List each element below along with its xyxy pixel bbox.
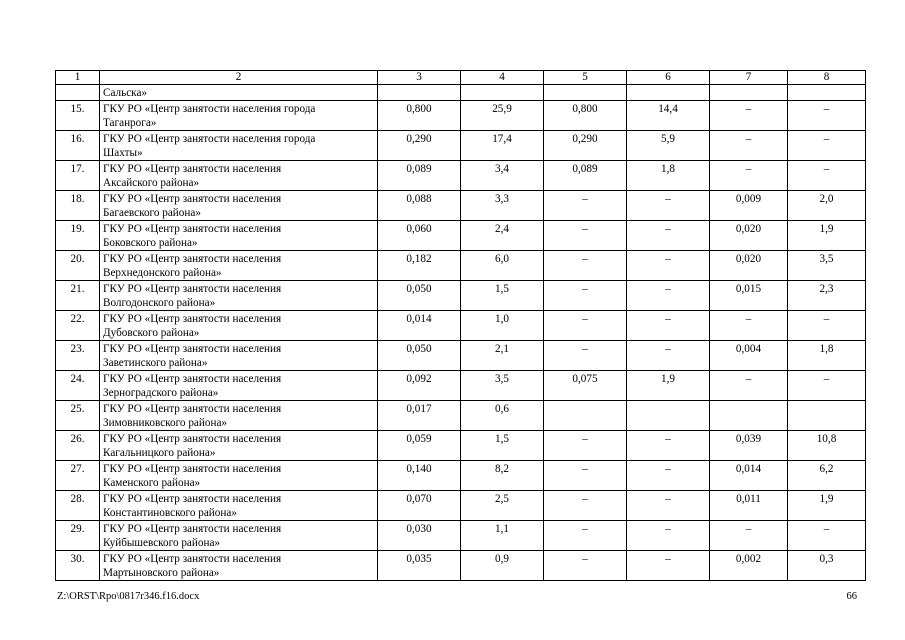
value-cell-c5: – [544, 491, 627, 521]
value-cell-c3: 0,059 [378, 431, 461, 461]
value-cell-c6: – [627, 551, 710, 581]
value-cell-c8: – [788, 131, 866, 161]
row-number: 25. [56, 401, 100, 431]
organization-name [100, 461, 378, 491]
value-cell-c7: 0,015 [710, 281, 788, 311]
organization-name [100, 101, 378, 131]
organization-name [100, 281, 378, 311]
value-cell-c3: 0,140 [378, 461, 461, 491]
value-cell-c8: 2,3 [788, 281, 866, 311]
column-number-header-row [56, 71, 866, 85]
value-cell-c5: – [544, 521, 627, 551]
value-cell-c6: – [627, 521, 710, 551]
row-number: 27. [56, 461, 100, 491]
value-cell-c8: – [788, 101, 866, 131]
value-cell-c6: – [627, 341, 710, 371]
table-row [56, 251, 866, 281]
value-cell-c3: 0,014 [378, 311, 461, 341]
value-cell-c4: 1,5 [461, 431, 544, 461]
table-cell [710, 85, 788, 101]
organization-name [100, 401, 378, 431]
value-cell-c6 [627, 401, 710, 431]
row-number: 20. [56, 251, 100, 281]
organization-name [100, 551, 378, 581]
value-cell-c6: – [627, 311, 710, 341]
value-cell-c8: 6,2 [788, 461, 866, 491]
organization-name [100, 191, 378, 221]
value-cell-c5: – [544, 221, 627, 251]
value-cell-c8: – [788, 311, 866, 341]
value-cell-c7: – [710, 131, 788, 161]
organization-name-line: Шахты» [103, 147, 143, 159]
value-cell-c5: – [544, 431, 627, 461]
organization-name-line: ГКУ РО «Центр занятости населения [103, 193, 282, 205]
column-number-header: 6 [627, 71, 710, 85]
value-cell-c5: – [544, 281, 627, 311]
value-cell-c3: 0,800 [378, 101, 461, 131]
value-cell-c8 [788, 401, 866, 431]
value-cell-c4: 3,4 [461, 161, 544, 191]
value-cell-c7: 0,002 [710, 551, 788, 581]
value-cell-c5: – [544, 551, 627, 581]
value-cell-c6: – [627, 461, 710, 491]
table-row [56, 161, 866, 191]
column-number-header: 8 [788, 71, 866, 85]
row-number: 24. [56, 371, 100, 401]
organization-name-line: ГКУ РО «Центр занятости населения [103, 313, 282, 325]
value-cell-c4: 1,0 [461, 311, 544, 341]
value-cell-c6: – [627, 491, 710, 521]
organization-name-line: ГКУ РО «Центр занятости населения [103, 223, 282, 235]
value-cell-c4: 2,5 [461, 491, 544, 521]
value-cell-c3: 0,089 [378, 161, 461, 191]
organization-name [100, 221, 378, 251]
value-cell-c7: – [710, 311, 788, 341]
organization-name-line: Каменского района» [103, 477, 201, 489]
organization-name-line: ГКУ РО «Центр занятости населения [103, 343, 282, 355]
column-number-header: 4 [461, 71, 544, 85]
organization-name-line: ГКУ РО «Центр занятости населения [103, 163, 282, 175]
organization-name [100, 491, 378, 521]
table-row [56, 221, 866, 251]
value-cell-c5: 0,290 [544, 131, 627, 161]
value-cell-c4: 3,5 [461, 371, 544, 401]
organization-name [100, 431, 378, 461]
data-table [55, 70, 866, 581]
value-cell-c3: 0,088 [378, 191, 461, 221]
organization-name-line: ГКУ РО «Центр занятости населения [103, 553, 282, 565]
value-cell-c5: – [544, 311, 627, 341]
value-cell-c4: 2,1 [461, 341, 544, 371]
organization-name-line: Зерноградского района» [103, 387, 219, 399]
value-cell-c5: – [544, 191, 627, 221]
organization-name-line: Таганрога» [103, 117, 157, 129]
value-cell-c8: – [788, 161, 866, 191]
organization-name [100, 521, 378, 551]
value-cell-c4: 17,4 [461, 131, 544, 161]
value-cell-c3: 0,290 [378, 131, 461, 161]
value-cell-c8: – [788, 521, 866, 551]
organization-name-line: Аксайского района» [103, 177, 200, 189]
row-number: 29. [56, 521, 100, 551]
table-row [56, 341, 866, 371]
value-cell-c5: – [544, 461, 627, 491]
value-cell-c8: 1,9 [788, 221, 866, 251]
value-cell-c6: – [627, 191, 710, 221]
file-path: Z:\ORST\Rpo\0817r346.f16.docx [57, 591, 200, 602]
organization-name-line: ГКУ РО «Центр занятости населения города [103, 133, 316, 145]
value-cell-c6: 1,9 [627, 371, 710, 401]
table-cell [544, 85, 627, 101]
organization-name-line: ГКУ РО «Центр занятости населения [103, 523, 282, 535]
column-number-header: 7 [710, 71, 788, 85]
organization-name-line: Куйбышевского района» [103, 537, 221, 549]
column-number-header: 2 [100, 71, 378, 85]
organization-name-line: ГКУ РО «Центр занятости населения [103, 463, 282, 475]
value-cell-c6: – [627, 281, 710, 311]
value-cell-c5: – [544, 251, 627, 281]
table-cell [378, 85, 461, 101]
organization-name-line: Зимовниковского района» [103, 417, 228, 429]
table-row [56, 191, 866, 221]
value-cell-c6: – [627, 221, 710, 251]
organization-name-line: ГКУ РО «Центр занятости населения города [103, 103, 316, 115]
value-cell-c3: 0,070 [378, 491, 461, 521]
row-number: 18. [56, 191, 100, 221]
value-cell-c3: 0,060 [378, 221, 461, 251]
organization-name-line: ГКУ РО «Центр занятости населения [103, 433, 282, 445]
value-cell-c3: 0,050 [378, 341, 461, 371]
organization-name [100, 341, 378, 371]
page-number: 66 [846, 591, 857, 602]
value-cell-c3: 0,030 [378, 521, 461, 551]
value-cell-c8: 0,3 [788, 551, 866, 581]
row-number: 28. [56, 491, 100, 521]
organization-name-line: Боковского района» [103, 237, 198, 249]
value-cell-c4: 1,5 [461, 281, 544, 311]
row-number: 22. [56, 311, 100, 341]
value-cell-c7: – [710, 161, 788, 191]
value-cell-c8: 1,8 [788, 341, 866, 371]
value-cell-c5: 0,089 [544, 161, 627, 191]
organization-name-line: Багаевского района» [103, 207, 201, 219]
value-cell-c7: 0,039 [710, 431, 788, 461]
value-cell-c8: – [788, 371, 866, 401]
value-cell-c4: 3,3 [461, 191, 544, 221]
value-cell-c6: 14,4 [627, 101, 710, 131]
value-cell-c4: 25,9 [461, 101, 544, 131]
organization-name [100, 131, 378, 161]
value-cell-c7: 0,004 [710, 341, 788, 371]
organization-name-line: Кагальницкого района» [103, 447, 216, 459]
value-cell-c3: 0,050 [378, 281, 461, 311]
column-number-header: 1 [56, 71, 100, 85]
value-cell-c4: 1,1 [461, 521, 544, 551]
row-number: 16. [56, 131, 100, 161]
value-cell-c4: 2,4 [461, 221, 544, 251]
table-row [56, 491, 866, 521]
organization-name-line: ГКУ РО «Центр занятости населения [103, 283, 282, 295]
value-cell-c6: – [627, 251, 710, 281]
organization-name-line: Мартыновского района» [103, 567, 220, 579]
table-row [56, 521, 866, 551]
row-number: 15. [56, 101, 100, 131]
table-cell [788, 85, 866, 101]
table-row [56, 461, 866, 491]
row-number: 26. [56, 431, 100, 461]
value-cell-c7: – [710, 371, 788, 401]
table-row [56, 311, 866, 341]
table-row [56, 431, 866, 461]
value-cell-c8: 3,5 [788, 251, 866, 281]
value-cell-c3: 0,182 [378, 251, 461, 281]
organization-name-line: Волгодонского района» [103, 297, 216, 309]
value-cell-c7: 0,011 [710, 491, 788, 521]
value-cell-c5: – [544, 341, 627, 371]
table-body [56, 71, 866, 581]
continuation-text: Сальска» [100, 85, 378, 101]
column-number-header: 5 [544, 71, 627, 85]
row-number: 17. [56, 161, 100, 191]
value-cell-c6: 1,8 [627, 161, 710, 191]
organization-name-line: ГКУ РО «Центр занятости населения [103, 373, 282, 385]
value-cell-c7: 0,020 [710, 221, 788, 251]
value-cell-c4: 0,9 [461, 551, 544, 581]
value-cell-c7: 0,020 [710, 251, 788, 281]
row-number: 19. [56, 221, 100, 251]
row-number: 23. [56, 341, 100, 371]
row-number: 21. [56, 281, 100, 311]
value-cell-c8: 2,0 [788, 191, 866, 221]
continuation-row [56, 85, 866, 101]
value-cell-c5 [544, 401, 627, 431]
table-row [56, 401, 866, 431]
table-row [56, 101, 866, 131]
organization-name [100, 161, 378, 191]
table-row [56, 371, 866, 401]
value-cell-c7: 0,009 [710, 191, 788, 221]
row-number: 30. [56, 551, 100, 581]
value-cell-c5: 0,075 [544, 371, 627, 401]
value-cell-c7: – [710, 101, 788, 131]
organization-name [100, 311, 378, 341]
table-row [56, 131, 866, 161]
value-cell-c5: 0,800 [544, 101, 627, 131]
value-cell-c3: 0,017 [378, 401, 461, 431]
table-row [56, 281, 866, 311]
table-row [56, 551, 866, 581]
value-cell-c8: 10,8 [788, 431, 866, 461]
organization-name-line: Верхнедонского района» [103, 267, 222, 279]
value-cell-c4: 8,2 [461, 461, 544, 491]
organization-name-line: Дубовского района» [103, 327, 200, 339]
value-cell-c3: 0,092 [378, 371, 461, 401]
value-cell-c6: 5,9 [627, 131, 710, 161]
organization-name-line: ГКУ РО «Центр занятости населения [103, 403, 282, 415]
value-cell-c7: – [710, 521, 788, 551]
table-cell [56, 85, 100, 101]
organization-name-line: ГКУ РО «Центр занятости населения [103, 493, 282, 505]
organization-name-line: Константиновского района» [103, 507, 237, 519]
table-cell [461, 85, 544, 101]
organization-name-line: Заветинского района» [103, 357, 208, 369]
column-number-header: 3 [378, 71, 461, 85]
value-cell-c3: 0,035 [378, 551, 461, 581]
value-cell-c7 [710, 401, 788, 431]
table-cell [627, 85, 710, 101]
value-cell-c4: 0,6 [461, 401, 544, 431]
organization-name [100, 371, 378, 401]
organization-name-line: ГКУ РО «Центр занятости населения [103, 253, 282, 265]
value-cell-c6: – [627, 431, 710, 461]
value-cell-c7: 0,014 [710, 461, 788, 491]
value-cell-c4: 6,0 [461, 251, 544, 281]
value-cell-c8: 1,9 [788, 491, 866, 521]
organization-name [100, 251, 378, 281]
